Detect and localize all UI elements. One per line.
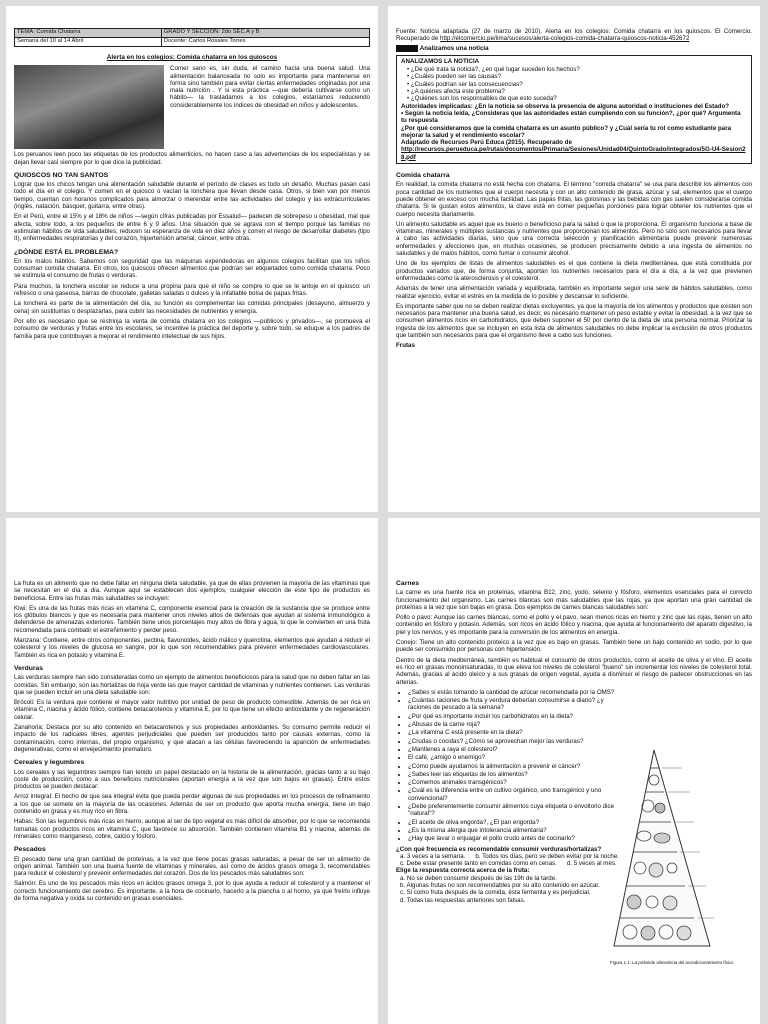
- header-table: [14, 28, 370, 47]
- question-item: • ¿Crudas o cocidas? ¿Cómo se aprovechan mejor las verduras?: [408, 738, 621, 745]
- paragraph: Para muchos, la lonchera escolar se reduce a una propina para que el niño se compre lo que se le antoje en el quiosco: un refresco o una gaseosa, barras de chocolate, galletas saladas o dulces y la infaltable bolsa de papas fritas.: [14, 282, 370, 298]
- quiz-question-verduras: ¿Con qué frecuencia es recomendable consumir verduras/hortalizas?: [396, 845, 602, 853]
- task-text: Analizamos una noticia: [419, 44, 489, 52]
- question-item: • ¿Mantienes a raya el colesterol?: [408, 746, 621, 753]
- quiz-option-c[interactable]: c. Si como fruta después de la comida, ésta fermenta y es perjudicial.: [400, 889, 591, 897]
- page-foods: [6, 518, 378, 1024]
- question-item: • El café, ¿amigo o enemigo?: [408, 754, 621, 761]
- paragraph: La carne es una fuente rica en proteínas, vitamina B12, zinc, yodo, selenio y fósforo, elementos esenciales para el correcto funcionamiento del organismo. Las carnes blancas son más saludables que las rojas, ya que aportan una gran cantidad de proteínas a la vez que son bajas en grasa. Dos ejemplos de carnes blancas saludables son:: [396, 589, 752, 611]
- cereales-title: Cereales y legumbres: [14, 759, 85, 767]
- paragraph: En realidad, la comida chatarra no está hecha con chatarra. El término "comida chatarra" se usa para describir los alimentos con poca cantidad de los nutrientes que el cuerpo necesita y con un alto contenido de grasa, azúcar y sal, elementos que el cuerpo puede obtener en exceso con mucha facilidad. Las papas fritas, las golosinas y las bebidas con gas suelen considerarse comida chatarra. Si te gustan estos alimentos, la clave está en comer pequeñas porciones para lograr obtener los nutrientes que el cuerpo necesita diariamente.: [396, 181, 752, 218]
- question-item: • ¿Abusas de la carne roja?: [408, 721, 621, 728]
- section-title-problema: ¿DÓNDE ESTÁ EL PROBLEMA?: [14, 248, 119, 256]
- frutas-label: Frutas: [396, 342, 415, 350]
- analysis-authorities: Autoridades implicadas: ¿En la noticia se observa la presencia de alguna autoridad o instituciones del Estado?: [401, 102, 730, 110]
- paragraph: Además de tener una alimentación variada y equilibrada, también es importante seguir una serie de hábitos saludables, como realizar ejercicio, evitar el estrés en la medida de lo posible y descansar lo suficiente.: [396, 285, 752, 300]
- food-pyramid-diagram: [610, 746, 754, 960]
- question-item: • ¿Comemos animales transgénicos?: [408, 779, 621, 786]
- question-item: • ¿Hay que lavar o enjuagar el pollo crudo antes de cocinarlo?: [408, 835, 621, 842]
- quiz-option-d[interactable]: d. Todas las respuestas anteriores son falsas.: [400, 896, 526, 904]
- source-link[interactable]: http://elcomercio.pe/lima/sucesos/alerta-colegios-comida-chatarra-quioscos-noticia-452672: [440, 35, 690, 43]
- source-citation: [396, 28, 752, 43]
- verduras-title: Verduras: [14, 664, 44, 672]
- quiz-option-a[interactable]: a. 3 veces a la semana.: [400, 852, 466, 860]
- list-item: • ¿Cuáles pueden ser las causas?: [407, 73, 747, 80]
- paragraph: Las verduras siempre han sido consideradas como un ejemplo de alimentos beneficiosos para la salud que no deben faltar en las comidas. Sin embargo, son las hortalizas de hoja verde las que mayor cantidad de vitaminas y nutrientes contienen. Las verduras que se pueden incluir en una dieta saludable son:: [14, 674, 370, 696]
- analysis-title: ANALIZAMOS LA NOTICIA: [401, 57, 480, 65]
- list-item: • ¿A quiénes afecta este problema?: [407, 88, 747, 95]
- paragraph: Kiwi: Es una de las frutas más ricas en vitamina C, componente esencial para la creación de la sustancia que se produce entre los glóbulos blancos y que es necesaria para mantener unos niveles altos de defensas que ayudan al sistema inmunológico a defenderse de amenazas exteriores. También tiene unos porcentajes muy altos de fibra y agua, lo que le convierten en una fruta recomendada para combatir el estreñimiento y perder peso.: [14, 604, 370, 634]
- page-article: [6, 6, 378, 512]
- food-pyramid-figure: [610, 746, 754, 965]
- semana-cell: Semana del 10 al 14 Abril: [15, 38, 162, 47]
- docente-cell: Docente: Carlos Rosales Torres: [161, 38, 369, 47]
- paragraph: Salmón: Es uno de los pescados más ricos en ácidos grasos omega 3, por lo que ayuda a reducir el colesterol y a mantener el correcto funcionamiento del cerebro. Es importante, a la hora de cocinarlo, hacerlo a la plancha o al horno, ya que freírlo influye de forma negativa y oxida su contenido en grasas esenciales.: [14, 880, 370, 902]
- paragraph: Conejo: Tiene un alto contenido proteico a la vez que es bajo en grasas. También tiene un bajo contenido en sodio, por lo que puede ser consumido por personas con hipertensión.: [396, 639, 752, 654]
- quiz-option-d[interactable]: d. 5 veces al mes.: [566, 860, 617, 868]
- students-photo: [14, 65, 164, 149]
- analysis-link[interactable]: http://recursos.perueduca.pe/rutas/documentos/Primaria/Sesiones/Unidad04/QuintoGrado/integrados/5G-U4-Sesion28.pdf: [401, 146, 746, 161]
- tema-cell: TEMA: Comida Chatarra: [15, 29, 162, 38]
- paragraph: La lonchera es parte de la alimentación del día, su función es complementar las comidas principales (desayuno, almuerzo y cena) sin sustituirlas o desplazarlas, para cubrir las necesidades de nutrientes y energía.: [14, 300, 370, 315]
- list-item: • ¿Cuáles podrían ser las consecuencias?: [407, 81, 747, 88]
- chatarra-title: Comida chatarra: [396, 172, 450, 180]
- article-labels: Los peruanos leen poco las etiquetas de los productos alimenticios, no hacen caso a las advertencias de los especialistas y se dejan llevar casi siempre por lo que dice la publicidad.: [14, 151, 370, 166]
- question-item: • ¿Por qué es importante incluir los carbohidratos en la dieta?: [408, 713, 621, 720]
- list-item: • ¿Quiénes son los responsables de que esto suceda?: [407, 95, 747, 102]
- paragraph: En los malos hábitos. Sabemos con seguridad que las máquinas expendedoras en algunos colegios facilitan que los niños consuman comida chatarra. En otros, los quioscos ofrecen alimentos que podrían ser etiquetados como comida chatarra. Poco se estimula el consumo de frutas o verduras.: [14, 257, 370, 280]
- question-item: • ¿Sabes si estás tomando la cantidad de azúcar recomendada por la OMS?: [408, 689, 621, 696]
- paragraph: Dentro de la dieta mediterránea, también es habitual el consumo de otros productos, como el aceite de oliva y el vino. El aceite es rico en grasas monoinsaturadas, lo que eleva los niveles de colesterol "bueno" sin incrementar los niveles de colesterol total. Además, gracias al ácido oleico y a sus grasas de origen vegetal, ayuda a disminuir el riesgo de padecer obstrucciones en las arterias.: [396, 656, 752, 686]
- paragraph: Un alimento saludable es aquel que es bueno o beneficioso para la salud o que la proporciona. El organismo funciona a base de vitaminas, minerales y múltiples sustancias y nutrientes que proporcionan los alimentos. Pero no sólo son necesarios para llevar a cabo las actividades diarias, sino que una correcta selección y planificación alimentaria puede prevenir numerosas enfermedades y afecciones que, en muchas ocasiones, se producen precisamente debido a una ingesta de alimentos no saludables y de malos hábitos, como fumar o consumir alcohol.: [396, 220, 752, 258]
- section-title-quioscos: QUIOSCOS NO TAN SANTOS: [14, 171, 109, 179]
- paragraph: Lograr que los chicos tengan una alimentación saludable durante el período de clases es todo un desafío. Muchas pasan casi todo el día en el colegio. Y comen en el quiosco o vacían la lonchera que llevan desde casa. Otros, si bien van por menos tiempo, cuentan con horarios complicados para almorzar o merendar entre las actividades del colegio y las extracurriculares (inglés, natación, básquet, guitarra, entre otras).: [14, 181, 370, 211]
- paragraph: Uno de los ejemplos de listas de alimentos saludables es el que contiene la dieta mediterránea, que está constituida por productos variados que, de forma conjunta, aportan los nutrientes necesarios para el día a día, a la vez que previenen enfermedades como la aterosclerosis y el colesterol.: [396, 260, 752, 282]
- paragraph: En el Perú, entre el 15% y el 18% de niños —según cifras publicadas por Essalud— padecen de sobrepeso u obesidad, mal que afecta, sobre todo, a los pequeños de entre 6 y 9 años. Una situación que se agrava con el tiempo porque las familias no estimulan hábitos de vida saludables, reducen su esperanza de vida en diez años y corren el riesgo de desarrollar diabetes (tipo II), enfermedades respiratorias y del corazón, hipertensión arterial, cáncer, entre otras.: [14, 213, 370, 243]
- task-line: [396, 45, 752, 52]
- article-intro: Comer sano es, sin duda, el camino hacia una buena salud. Una alimentación balanceada no solo es importante para mantenerse en forma sino también para evitar ciertas enfermedades originadas por una mala nutrición . Y si esta práctica —que debería cultivarse como un hábito— la trasladamos a los colegios, estaríamos reduciendo considerablemente los índices de obesidad en niños y adolescentes.: [170, 65, 370, 109]
- questions-list: [396, 689, 621, 843]
- paragraph: Pollo o pavo: Aunque las carnes blancas, como el pollo y el pavo, sean menos ricas en hierro y zinc que las rojas, tienen un alto contenido en fósforo y potasio. Además, son ricos en ácido fólico y niacina, que ayuda al funcionamiento del aparato digestivo, la piel y los nervios, y es importante para la conversión de los alimentos en energía.: [396, 614, 752, 636]
- article-title: Alerta en los colegios: Comida chatarra en los quioscos: [106, 54, 278, 61]
- questions-block: [396, 689, 621, 843]
- paragraph: Arroz integral: El hecho de que sea integral evita que pueda perder algunas de sus propiedades en los procesos de refinamiento a los que se somete en la mayoría de las ocasiones. Además de ser un producto que aporta mucha energía, tiene un bajo contenido en grasa y es muy rico en fibra.: [14, 793, 370, 816]
- analysis-authorities-2: • Según la noticia leída, ¿Consideras que las autoridades están cumpliendo con su función?, ¿por qué? Argumenta tu respuesta: [401, 109, 741, 125]
- quiz-option-b[interactable]: b. Algunas frutas no son recomendables por su alto contenido en azúcar.: [400, 881, 600, 889]
- paragraph: Brócoli: Es la verdura que contiene el mayor valor nutritivo por unidad de peso de producto comestible. Además de ser rica en vitamina C, niacina y ácido fólico, contiene betacarotenos y vitamina E, por lo que tiene un efecto antioxidante y de regeneración celular.: [14, 699, 370, 721]
- question-item: • ¿Debe preferentemente consumir alimentos cuya etiqueta o envoltorio dice "natural"?: [408, 803, 621, 818]
- task-tag: Tarea: [396, 45, 418, 52]
- paragraph: Es importante saber que no se deben realizar dietas excluyentes, ya que la mayoría de los alimentos y productos que existen son necesarios para mantener una buena salud, es decir, es necesario mantener un peso estable y evitar la obesidad, a la vez que se consumen alimentos ricos en carbohidratos, que deben suponer el 50 por ciento de la dieta de una persona normal. Priorizar la ingesta de los alimentos que se incluyen en esta lista de alimentos saludables no debe implicar la exclusión de otros productos que también son necesarios para que el organismo lleve a cabo sus funciones.: [396, 302, 753, 339]
- pescados-title: Pescados: [14, 846, 46, 854]
- quiz-option-b[interactable]: b. Todos los días, pero se deben evitar por la noche.: [475, 852, 620, 860]
- quiz-option-c[interactable]: c. Debe estar presente tanto en comidas como en cenas.: [400, 860, 557, 868]
- analysis-box: [396, 55, 752, 164]
- grado-cell: GRADO Y SECCION: 2do SEC A y B: [161, 29, 369, 38]
- list-item: • ¿De qué trata la noticia?, ¿en qué lugar suceden los hechos?: [407, 66, 747, 73]
- question-item: • ¿Cuál es la diferencia entre un cultivo orgánico, uno transgénico y uno convencional?: [408, 787, 621, 802]
- question-item: • ¿Cómo puede ayudarnos la alimentación a prevenir el cáncer?: [408, 763, 621, 770]
- source-text: Fuente: Noticia adaptada (27 de marzo de 2010). Alerta en los colegios: Comida chatarra en los quioscos. El Comercio. Recuperado de: [396, 28, 752, 43]
- paragraph: El pescado tiene una gran cantidad de proteínas, a la vez que tiene pocas grasas saturadas, a pesar de ser un alimento de origen animal. También son una buena fuente de vitaminas y minerales, así como de ácidos grasos omega 3, recomendables para reducir el colesterol y prevenir enfermedades del corazón. Dos de los pescados más saludables son:: [14, 855, 370, 878]
- question-item: • ¿Cuántas raciones de fruta y verdura deberían consumirse a diario? ¿y raciones de pescado a la semana?: [408, 697, 621, 712]
- question-item: • ¿Es la misma alergia que intolerancia alimentaria?: [408, 827, 621, 834]
- question-item: • ¿El aceite de oliva engorda?, ¿El pan engorda?: [408, 819, 621, 826]
- paragraph: Zanahoria: Destaca por su alto contenido en betacarotenos y sus propiedades antioxidantes. Su consumo permite reducir el impacto de los radicales libres, agentes perjudiciales que pueden ser producidos tanto por causas externas, como la contaminación, como internas, del propio organismo, y que atacan a las células favoreciendo la aparición de enfermedades degenerativas, como el envejecimiento prematuro.: [14, 724, 370, 753]
- quiz-question-fruta: Elige la respuesta correcta acerca de la fruta:: [396, 867, 530, 875]
- pyramid-caption: Figura 1.1: La pirámide alimenticia del acondicionamiento físico: [610, 960, 734, 965]
- question-item: • ¿La vitamina C está presente en la dieta?: [408, 729, 621, 736]
- paragraph: La fruta es un alimento que no debe faltar en ninguna dieta saludable, ya que de ellas provienen la mayoría de las vitaminas que se necesitan en el día a día. Aunque aquí se establecen dos ejemplos, cualquier elección de este tipo de productos es beneficiosa. Entre las frutas más saludables se incluyen:: [14, 580, 370, 602]
- page-questions: [388, 518, 760, 1024]
- analysis-adapted: Adaptado de Recursos Perú Educa (2015). Recuperado de: [401, 139, 572, 147]
- paragraph: Los cereales y las legumbres siempre han tenido un papel destacado en la historia de la alimentación, gracias tanto a su bajo coste de producción, como a sus beneficios nutricionales (aportan energía a la vez que son bajos en grasas). Entre estos productos se pueden destacar:: [14, 768, 370, 791]
- question-item: • ¿Sabes leer las etiquetas de los alimentos?: [408, 771, 621, 778]
- paragraph: Por ello es necesario que se restrinja la venta de comida chatarra en los colegios —públicos y privados—, se promueva el consumo de verduras y frutas entre los escolares, se incentive la práctica del deporte y, sobre todo, se eduque a los padres de familia para que contribuyan a mejorar el rendimiento intelectual de sus hijos.: [14, 317, 370, 340]
- analysis-public: ¿Por qué consideramos que la comida chatarra es un asunto público? y ¿Cuál sería tu rol como estudiante para mejorar la salud y el rendimiento escolar?: [401, 124, 732, 139]
- carnes-title: Carnes: [396, 580, 420, 587]
- quiz-option-a[interactable]: a. No se deben consumir después de las 19h de la tarde.: [400, 874, 557, 882]
- paragraph: Manzana: Contiene, entre otros componentes, pectina, flavonoides, ácido málico y quercitina, elementos que ayudan a reducir el colesterol y los niveles de glucosa en sangre, por lo que son recomendables para prevenir enfermedades cardiovasculares. También es rica en potasio y vitamina E.: [14, 637, 370, 659]
- page-analysis: [388, 6, 760, 512]
- analysis-list: [401, 66, 747, 102]
- paragraph: Habas: Son las legumbres más ricas en hierro, aunque al ser de tipo vegetal es más difícil de absorber, por lo que se recomienda tomarlas con productos ricos en vitamina C, que favorece su absorción. También contienen vitamina B1 y niacina, además de minerales como manganeso, cobre, calcio y fósforo.: [14, 818, 370, 840]
